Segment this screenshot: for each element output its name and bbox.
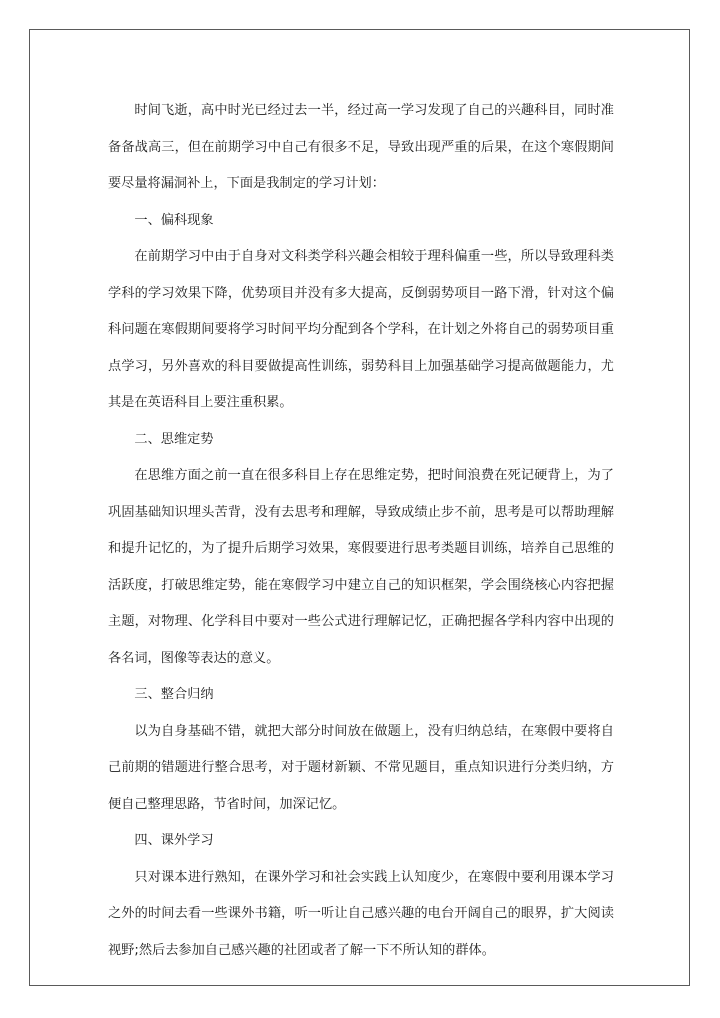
section-body-3: 以为自身基础不错，就把大部分时间放在做题上，没有归纳总结，在寒假中要将自己前期的错题进行整合思考，对于题材新颖、不常见题目，重点知识进行分类归纳，方便自己整理思路，节省时间，加深记忆。	[108, 723, 614, 812]
section-heading-3: 三、整合归纳	[134, 687, 214, 702]
section-body-1: 在前期学习中由于自身对文科类学科兴趣会相较于理科偏重一些，所以导致理科类学科的学习效果下降，优势项目并没有多大提高，反倒弱势项目一路下滑，针对这个偏科问题在寒假期间要将学习时间平均分配到各个学科，在计划之外将自己的弱势项目重点学习，另外喜欢的科目要做提高性训练，弱势科目上加强基础学习提高做题能力，尤其是在英语科目上要注重积累。	[108, 249, 614, 410]
section-body-4: 只对课本进行熟知，在课外学习和社会实践上认知度少，在寒假中要利用课本学习之外的时间去看一些课外书籍，听一听让自己感兴趣的电台开阔自己的眼界，扩大阅读视野;然后去参加自己感兴趣的社团或者了解一下不所认知的群体。	[108, 869, 614, 958]
intro-paragraph: 时间飞逝，高中时光已经过去一半，经过高一学习发现了自己的兴趣科目，同时准备备战高三，但在前期学习中自己有很多不足，导致出现严重的后果，在这个寒假期间要尽量将漏洞补上，下面是我制定的学习计划：	[108, 103, 614, 191]
section-heading-4: 四、课外学习	[134, 833, 214, 848]
document-body	[108, 93, 614, 969]
section-heading-1: 一、偏科现象	[134, 212, 214, 228]
section-heading-2: 二、思维定势	[134, 431, 214, 447]
section-body-2: 在思维方面之前一直在很多科目上存在思维定势，把时间浪费在死记硬背上，为了巩固基础知识埋头苦背，没有去思考和理解，导致成绩止步不前，思考是可以帮助理解和提升记忆的，为了提升后期学习效果，寒假要进行思考类题目训练，培养自己思维的活跃度，打破思维定势，能在寒假学习中建立自己的知识框架，学会围绕核心内容把握主题，对物理、化学科目中要对一些公式进行理解记忆，正确把握各学科内容中出现的各名词，图像等表达的意义。	[108, 468, 614, 666]
